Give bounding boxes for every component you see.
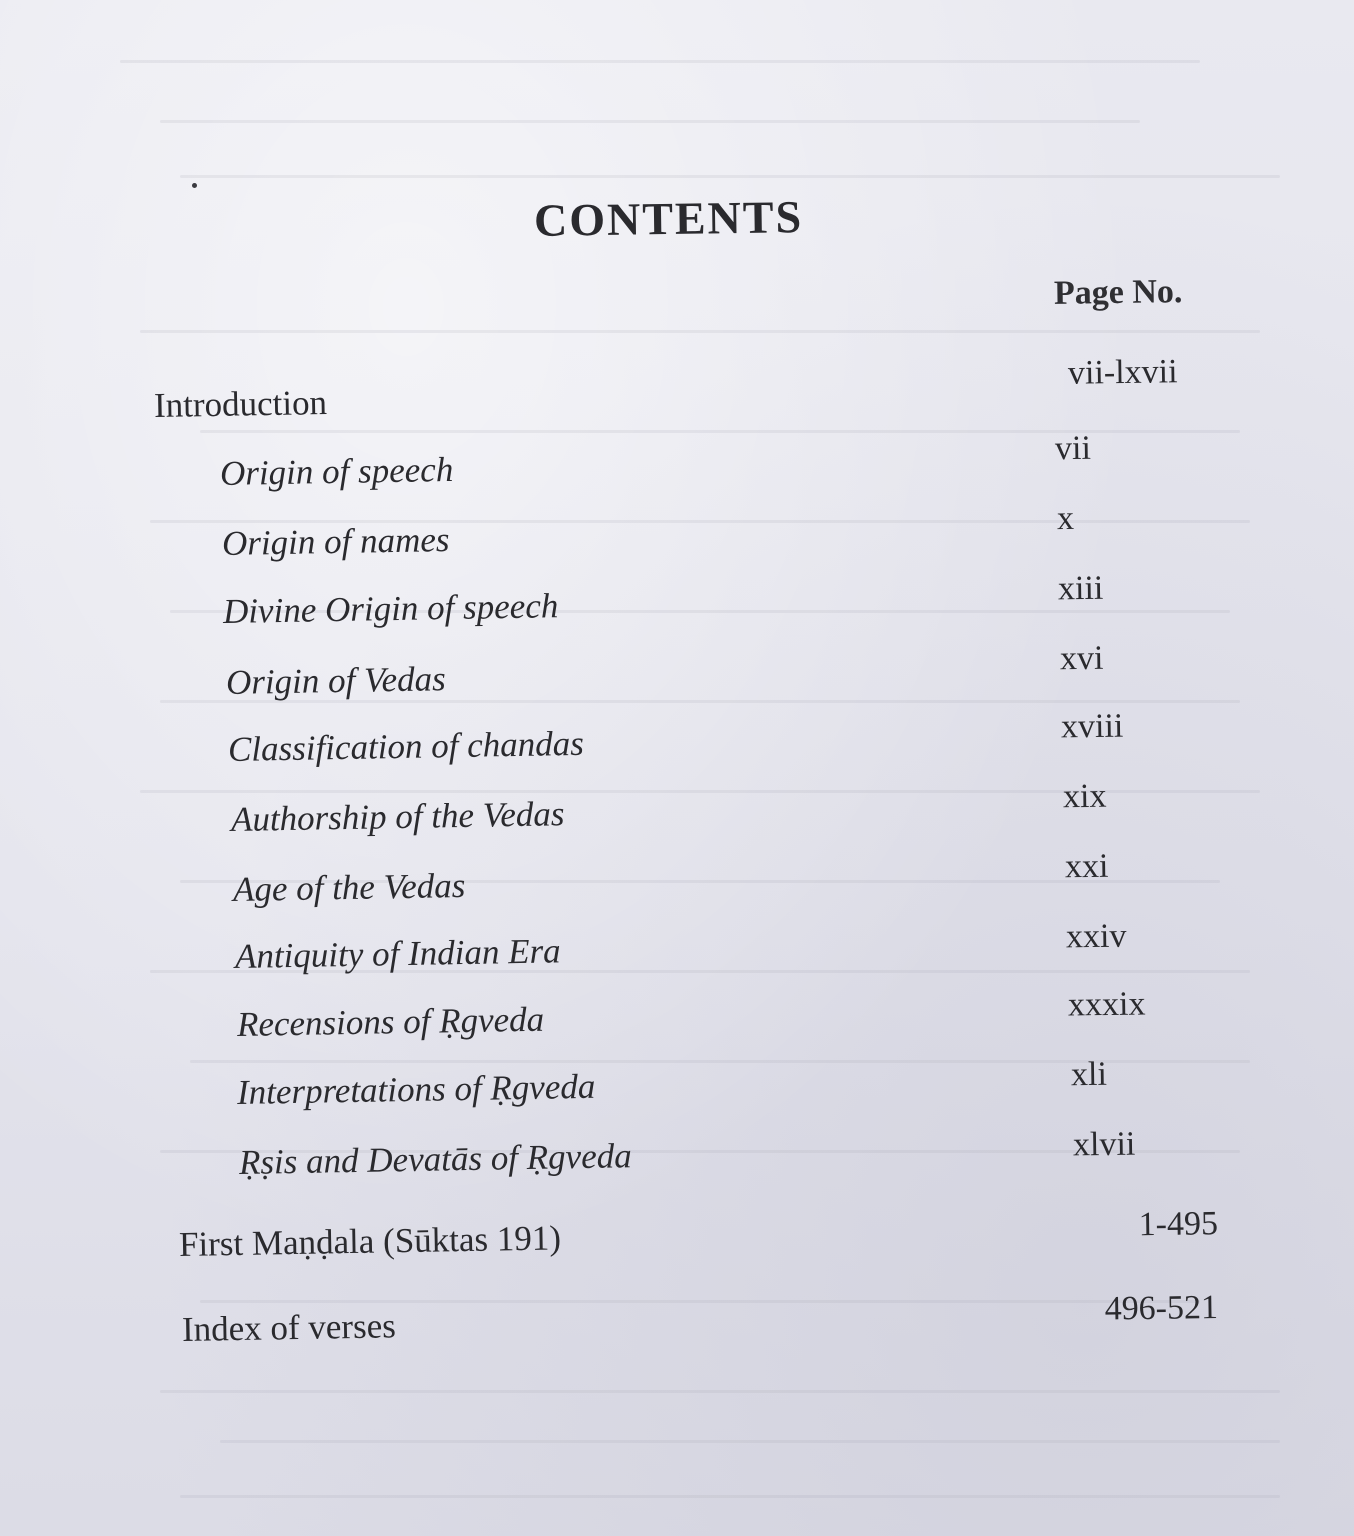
toc-entry-rsis-and-devatas-of-rgveda[interactable]: Ṛṣis and Devatās of Ṛgveda: [238, 1136, 632, 1182]
toc-entry-divine-origin-of-speech[interactable]: Divine Origin of speech: [222, 586, 559, 631]
toc-page-origin-of-speech: vii: [1054, 429, 1092, 468]
toc-entry-antiquity-of-indian-era[interactable]: Antiquity of Indian Era: [234, 931, 561, 976]
toc-entry-origin-of-vedas[interactable]: Origin of Vedas: [225, 659, 447, 702]
toc-page-rsis-and-devatas-of-rgveda: xlvii: [1072, 1125, 1136, 1164]
toc-page-index-of-verses: 496-521: [1104, 1288, 1219, 1328]
toc-page-interpretations-of-rgveda: xli: [1070, 1055, 1108, 1094]
toc-page-first-mandala: 1-495: [1138, 1205, 1219, 1244]
toc-entry-origin-of-names[interactable]: Origin of names: [221, 520, 450, 563]
toc-page-origin-of-names: x: [1056, 499, 1075, 538]
toc-entry-index-of-verses[interactable]: Index of verses: [181, 1306, 397, 1349]
toc-entry-classification-of-chandas[interactable]: Classification of chandas: [227, 723, 585, 769]
toc-page-authorship-of-the-vedas: xix: [1062, 777, 1107, 816]
toc-entry-first-mandala[interactable]: First Maṇḍala (Sūktas 191): [178, 1218, 562, 1264]
toc-page-origin-of-vedas: xvi: [1059, 639, 1104, 678]
toc-page-introduction: vii-lxvii: [1067, 353, 1178, 392]
toc-entry-age-of-the-vedas[interactable]: Age of the Vedas: [232, 865, 466, 909]
toc-page-age-of-the-vedas: xxi: [1064, 847, 1109, 886]
toc-page-classification-of-chandas: xviii: [1060, 707, 1124, 746]
page-title: CONTENTS: [533, 191, 804, 246]
toc-entry-authorship-of-the-vedas[interactable]: Authorship of the Vedas: [230, 794, 565, 839]
toc-entry-origin-of-speech[interactable]: Origin of speech: [219, 449, 454, 493]
toc-page-antiquity-of-indian-era: xxiv: [1065, 917, 1127, 956]
print-speck: [192, 183, 197, 188]
toc-page-recensions-of-rgveda: xxxix: [1067, 985, 1146, 1024]
toc-entry-interpretations-of-rgveda[interactable]: Interpretations of Ṛgveda: [236, 1066, 596, 1112]
toc-entry-introduction[interactable]: Introduction: [153, 382, 328, 425]
toc-entry-recensions-of-rgveda[interactable]: Recensions of Ṛgveda: [236, 999, 545, 1044]
toc-page-divine-origin-of-speech: xiii: [1057, 569, 1104, 608]
page-number-column-header: Page No.: [1053, 273, 1183, 312]
